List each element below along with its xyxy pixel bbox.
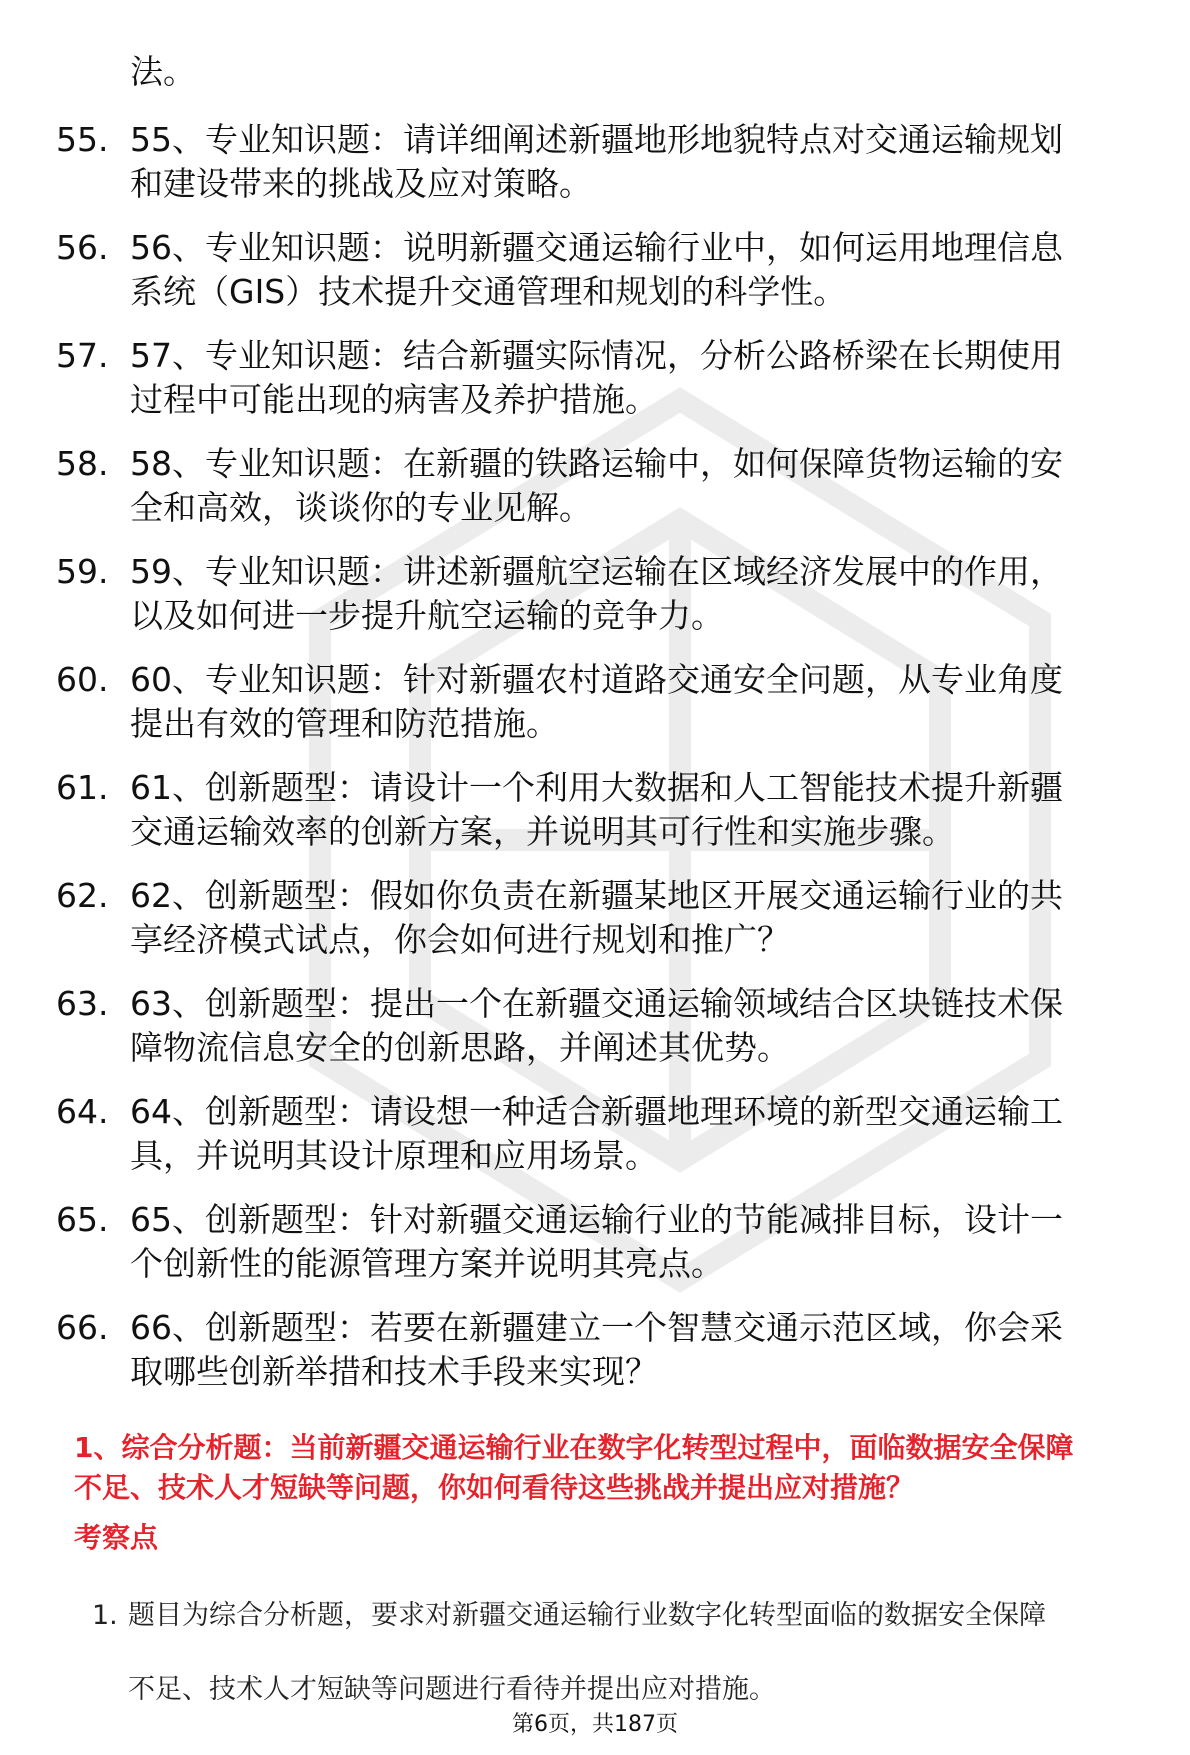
item-number: 62.	[56, 876, 109, 915]
list-item	[56, 874, 1156, 982]
item-line: 60、专业知识题：针对新疆农村道路交通安全问题，从专业角度	[130, 660, 1063, 699]
item-number: 59.	[56, 552, 109, 591]
point-line: 题目为综合分析题，要求对新疆交通运输行业数字化转型面临的数据安全保障	[128, 1600, 1046, 1631]
list-item	[56, 766, 1156, 874]
item-line: 系统（GIS）技术提升交通管理和规划的科学性。	[130, 272, 847, 311]
list-item	[56, 334, 1156, 442]
item-number: 60.	[56, 660, 109, 699]
item-text	[130, 226, 1160, 314]
item-number: 55.	[56, 120, 109, 159]
list-item	[56, 1198, 1156, 1306]
item-line: 以及如何进一步提升航空运输的竞争力。	[130, 596, 724, 635]
list-item	[56, 550, 1156, 658]
item-line: 全和高效，谈谈你的专业见解。	[130, 488, 592, 527]
item-text	[130, 874, 1160, 962]
item-line: 55、专业知识题：请详细阐述新疆地形地貌特点对交通运输规划	[130, 120, 1063, 159]
list-item	[56, 982, 1156, 1090]
item-text	[130, 550, 1160, 638]
item-line: 56、专业知识题：说明新疆交通运输行业中，如何运用地理信息	[130, 228, 1063, 267]
item-line: 享经济模式试点，你会如何进行规划和推广？	[130, 920, 790, 959]
list-item	[56, 658, 1156, 766]
item-line: 65、创新题型：针对新疆交通运输行业的节能减排目标，设计一	[130, 1200, 1063, 1239]
item-line: 57、专业知识题：结合新疆实际情况，分析公路桥梁在长期使用	[130, 336, 1063, 375]
item-line: 66、创新题型：若要在新疆建立一个智慧交通示范区域，你会采	[130, 1308, 1063, 1347]
highlight-question	[74, 1428, 1154, 1508]
item-text	[130, 982, 1160, 1070]
item-line: 障物流信息安全的创新思路，并阐述其优势。	[130, 1028, 790, 1067]
item-line: 交通运输效率的创新方案，并说明其可行性和实施步骤。	[130, 812, 955, 851]
item-number: 65.	[56, 1200, 109, 1239]
continuation-text: 法。	[130, 52, 196, 91]
item-line: 59、专业知识题：讲述新疆航空运输在区域经济发展中的作用，	[130, 552, 1063, 591]
highlight-line: 不足、技术人才短缺等问题，你如何看待这些挑战并提出应对措施？	[74, 1471, 915, 1504]
page-footer: 第6页，共187页	[512, 1712, 678, 1737]
item-text	[130, 334, 1160, 422]
item-text	[130, 1198, 1160, 1286]
item-number: 66.	[56, 1308, 109, 1347]
item-text	[130, 658, 1160, 746]
item-line: 提出有效的管理和防范措施。	[130, 704, 559, 743]
item-text	[130, 766, 1160, 854]
item-text	[130, 1306, 1160, 1394]
item-line: 和建设带来的挑战及应对策略。	[130, 164, 592, 203]
question-list	[56, 118, 1156, 1414]
item-line: 具，并说明其设计原理和应用场景。	[130, 1136, 658, 1175]
list-item	[56, 442, 1156, 550]
point-number: 1.	[92, 1600, 118, 1631]
item-line: 64、创新题型：请设想一种适合新疆地理环境的新型交通运输工	[130, 1092, 1063, 1131]
item-line: 63、创新题型：提出一个在新疆交通运输领域结合区块链技术保	[130, 984, 1063, 1023]
item-number: 64.	[56, 1092, 109, 1131]
list-item	[56, 1306, 1156, 1414]
item-text	[130, 118, 1160, 206]
item-number: 57.	[56, 336, 109, 375]
section-title: 考察点	[74, 1521, 159, 1554]
list-item	[56, 118, 1156, 226]
highlight-line: 1、综合分析题：当前新疆交通运输行业在数字化转型过程中，面临数据安全保障	[74, 1431, 1074, 1464]
item-number: 58.	[56, 444, 109, 483]
item-line: 58、专业知识题：在新疆的铁路运输中，如何保障货物运输的安	[130, 444, 1063, 483]
item-line: 取哪些创新举措和技术手段来实现？	[130, 1352, 658, 1391]
item-text	[130, 1090, 1160, 1178]
item-line: 个创新性的能源管理方案并说明其亮点。	[130, 1244, 724, 1283]
item-text	[130, 442, 1160, 530]
list-item	[56, 226, 1156, 334]
item-line: 62、创新题型：假如你负责在新疆某地区开展交通运输行业的共	[130, 876, 1063, 915]
point-line: 不足、技术人才短缺等问题进行看待并提出应对措施。	[128, 1674, 776, 1705]
item-line: 过程中可能出现的病害及养护措施。	[130, 380, 658, 419]
item-line: 61、创新题型：请设计一个利用大数据和人工智能技术提升新疆	[130, 768, 1063, 807]
item-number: 56.	[56, 228, 109, 267]
list-item	[56, 1090, 1156, 1198]
item-number: 63.	[56, 984, 109, 1023]
item-number: 61.	[56, 768, 109, 807]
